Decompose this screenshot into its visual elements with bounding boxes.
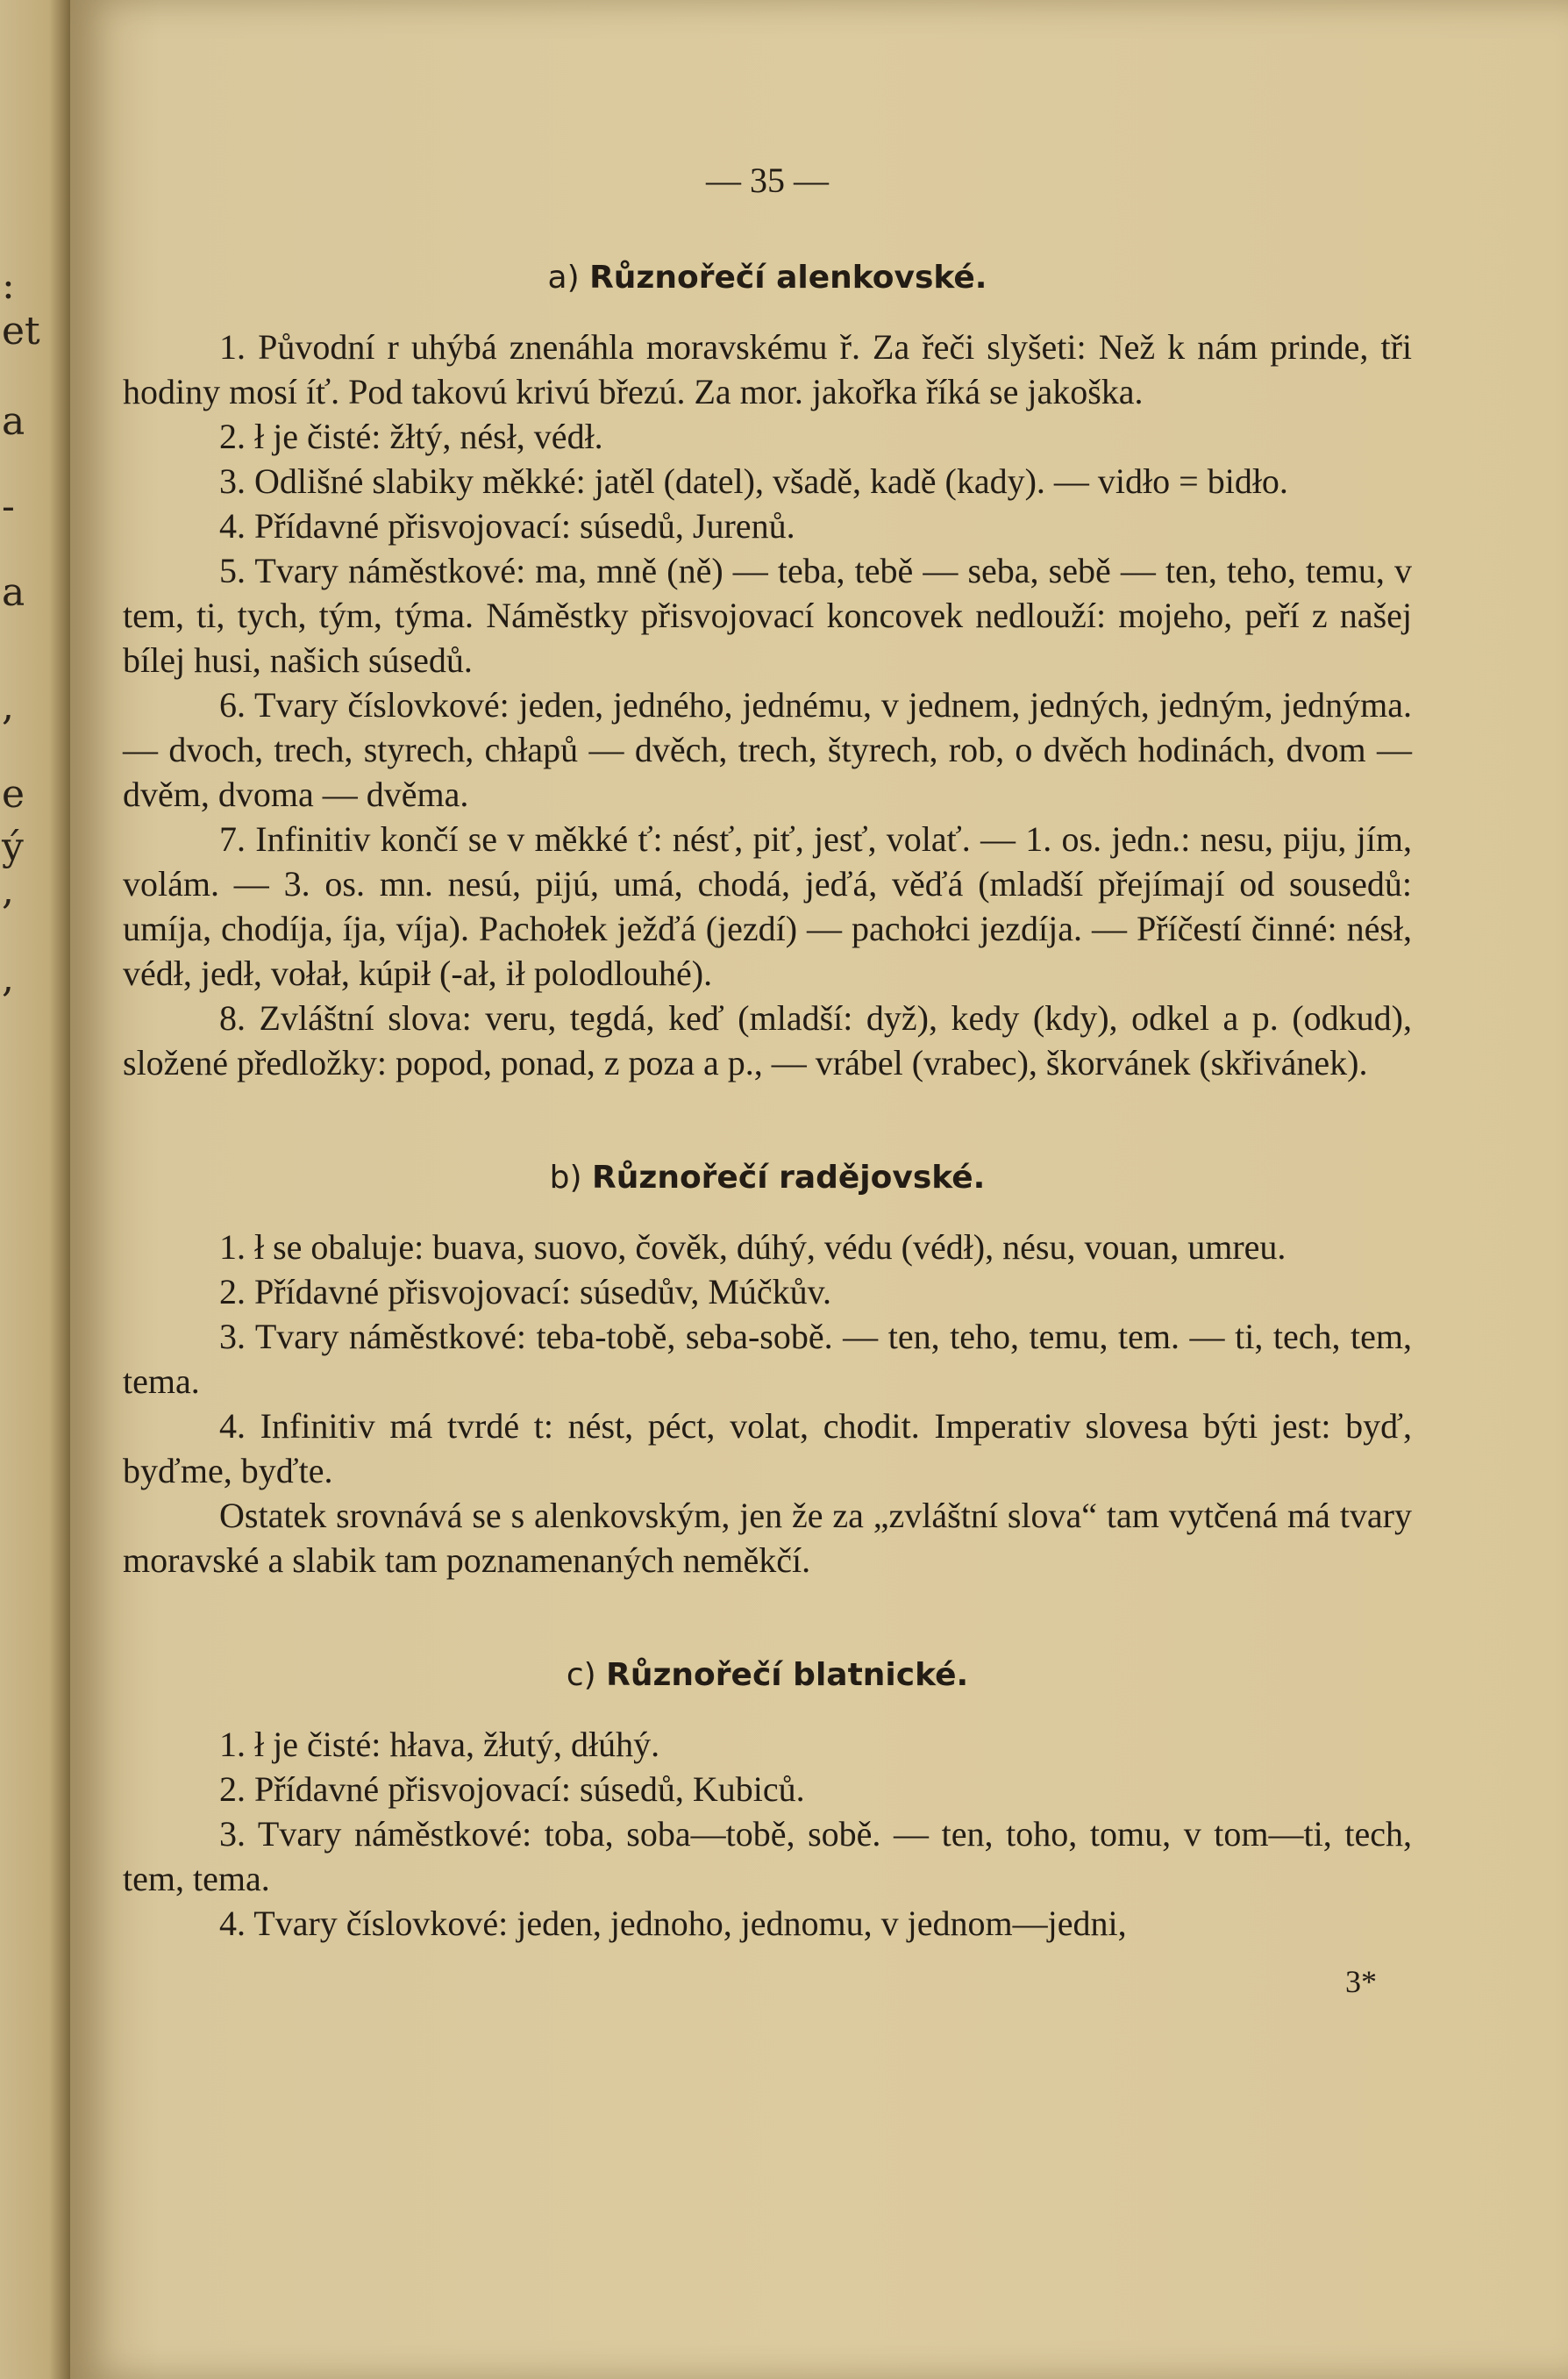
spacer [123, 1582, 1412, 1633]
gutter-fragment: , [2, 956, 14, 1001]
section-c-label: c) [566, 1657, 596, 1693]
section-c-title: Různořečí blatnické. [606, 1657, 969, 1693]
previous-page-gutter [0, 0, 70, 2379]
paragraph: 3. Tvary náměstkové: toba, soba—tobě, sobě. — ten, toho, tomu, v tom—ti, tech, tem, tema. [123, 1814, 1412, 1898]
paragraph: 4. Tvary číslovkové: jeden, jednoho, jednomu, v jednom—jedni, [219, 1904, 1127, 1943]
section-a-label: a) [547, 260, 580, 296]
section-b-label: b) [549, 1160, 582, 1196]
paragraph: 6. Tvary číslovkové: jeden, jedného, jednému, v jednem, jedných, jedným, jednýma. — dvoch, trech, styrech, chłapů — dvěch, trech, štyrech, rob, o dvěch hodinách, dvom — dvěm, dvoma — dvěma. [123, 685, 1412, 814]
section-b-title: Různořečí radějovské. [592, 1160, 986, 1196]
paragraph: 3. Odlišné slabiky měkké: jatěl (datel), všadě, kadě (kady). — vidło = bidło. [219, 461, 1288, 501]
paragraph: 2. ł je čisté: žłtý, nésł, védł. [219, 417, 603, 456]
paragraph: 4. Přídavné přisvojovací: súsedů, Jurenů. [219, 506, 795, 546]
gutter-fragment: , [2, 684, 14, 729]
paragraph: 1. ł se obaluje: buava, suovo, čověk, dúhý, védu (védł), nésu, vouan, umreu. [219, 1227, 1286, 1267]
book-page [70, 0, 1568, 2379]
gutter-fragment: e [2, 772, 25, 817]
paragraph: 7. Infinitiv končí se v měkké ť: nésť, piť, jesť, volať. — 1. os. jedn.: nesu, piju, jím, volám. — 3. os. mn. nesú, pijú, umá, chodá, jeďá, věďá (mladší přejímají od sousedů: umíja, chodíja, íja, víja). Pachołek ježďá (jezdí) — pachołci jezdíja. — Příčestí činné: nésł, védł, jedł, vołał, kúpił (-ał, ił polodlouhé). [123, 819, 1412, 993]
paragraph: 2. Přídavné přisvojovací: súsedův, Múčkův. [219, 1272, 832, 1311]
gutter-fragment: , [2, 868, 14, 913]
paragraph: Ostatek srovnává se s alenkovským, jen že za „zvláštní slova“ tam vytčená má tvary moravské a slabik tam poznamenaných neměkčí. [123, 1496, 1412, 1580]
spacer [123, 1085, 1412, 1136]
gutter-fragment: - [2, 484, 15, 529]
gutter-fragment: a [2, 399, 25, 444]
paragraph: 4. Infinitiv má tvrdé t: nést, péct, volat, chodit. Imperativ slovesa býti jest: byď, byďme, byďte. [123, 1406, 1412, 1490]
paragraph: 1. Původní r uhýbá znenáhla moravskému ř. Za řeči slyšeti: Než k nám prinde, tři hodiny mosí íť. Pod takovú krivú březú. Za mor. jakořka říká se jakoška. [123, 327, 1412, 411]
page-number: — 35 — [706, 161, 829, 200]
section-c-heading [123, 1653, 1412, 1697]
paragraph: 2. Přídavné přisvojovací: súsedů, Kubiců. [219, 1769, 805, 1809]
paragraph: 5. Tvary náměstkové: ma, mně (ně) — teba, tebě — seba, sebě — ten, teho, temu, v tem, ti, tych, tým, týma. Náměstky přisvojovací koncovek nedlouží: mojeho, peří z našej bílej husi, našich súsedů. [123, 551, 1412, 680]
paragraph: 1. ł je čisté: hłava, žłutý, dłúhý. [219, 1725, 660, 1764]
gutter-fragment: ý [2, 825, 24, 869]
gutter-fragment: a [2, 570, 25, 615]
gutter-fragment: et [2, 309, 40, 354]
gutter-fragment: : [2, 263, 15, 308]
section-a-heading [123, 255, 1412, 300]
signature-mark: 3* [1345, 1964, 1377, 1999]
page-content [123, 158, 1412, 2004]
section-b-heading [123, 1155, 1412, 1200]
paragraph: 3. Tvary náměstkové: teba-tobě, seba-sobě. — ten, teho, temu, tem. — ti, tech, tem, tema. [123, 1317, 1412, 1401]
section-a-title: Různořečí alenkovské. [589, 260, 987, 296]
paragraph: 8. Zvláštní slova: veru, tegdá, keď (mladší: dyž), kedy (kdy), odkel a p. (odkud), složené předložky: popod, ponad, z poza a p., — vrábel (vrabec), škorvánek (skřivánek). [123, 998, 1412, 1082]
